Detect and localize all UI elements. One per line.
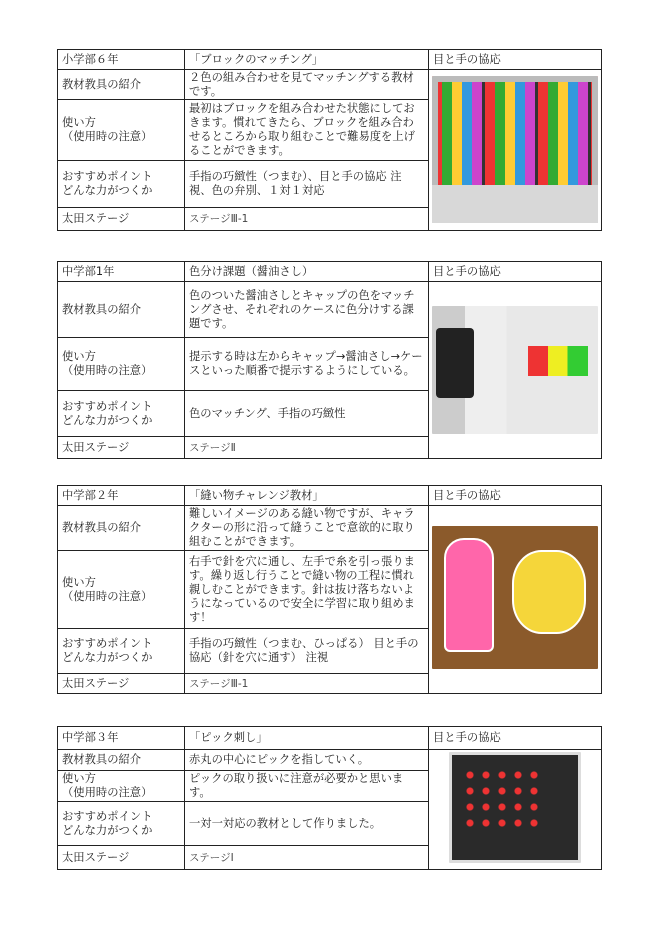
point-text: 手指の巧緻性（つまむ、ひっぱる） 目と手の協応（針を穴に通す） 注視 [185,629,429,674]
pick-stabbing-photo [449,752,581,863]
intro-text: 色のついた醤油さしとキャップの色をマッチングさせ、それぞれのケースに色分けする課題です。 [185,282,429,338]
photo-cell [429,70,602,231]
stage-value: ステージⅢ-1 [185,674,429,694]
intro-label: 教材教具の紹介 [58,750,185,771]
stage-label: 太田ステージ [58,674,185,694]
photo-cell [429,750,602,870]
stage-label: 太田ステージ [58,437,185,459]
stage-label: 太田ステージ [58,846,185,870]
intro-label: 教材教具の紹介 [58,282,185,338]
point-label: おすすめポイント どんな力がつくか [58,161,185,208]
grade: 中学部２年 [58,486,185,506]
title: 「縫い物チャレンジ教材」 [185,486,429,506]
usage-text: 提示する時は左からキャップ→醤油さし→ケースといった順番で提示するようにしている。 [185,338,429,391]
usage-label: 使い方 （使用時の注意） [58,771,185,802]
point-text: 色のマッチング、手指の巧緻性 [185,391,429,437]
grade: 小学部６年 [58,50,185,70]
stage-label: 太田ステージ [58,208,185,231]
point-text: 手指の巧緻性（つまむ）、目と手の協応 注視、色の弁別、１対１対応 [185,161,429,208]
usage-label: 使い方 （使用時の注意） [58,551,185,629]
title: 色分け課題（醤油さし） [185,262,429,282]
intro-label: 教材教具の紹介 [58,506,185,551]
photo-cell [429,506,602,694]
grade: 中学部３年 [58,727,185,750]
stage-value: ステージⅠ [185,846,429,870]
photo-cell [429,282,602,459]
intro-label: 教材教具の紹介 [58,70,185,100]
sewing-photo [432,526,598,669]
intro-text: ２色の組み合わせを見てマッチングする教材です。 [185,70,429,100]
material-card-3 [57,485,602,694]
block-matching-photo [432,76,598,223]
intro-text: 難しいイメージのある縫い物ですが、キャラクターの形に沿って縫うことで意欲的に取り組むことができます。 [185,506,429,551]
material-card-2 [57,261,602,459]
material-card-4 [57,726,602,870]
title: 「ピック刺し」 [185,727,429,750]
intro-text: 赤丸の中心にピックを指していく。 [185,750,429,771]
category: 目と手の協応 [429,727,602,750]
point-label: おすすめポイント どんな力がつくか [58,629,185,674]
grade: 中学部1年 [58,262,185,282]
title: 「ブロックのマッチング」 [185,50,429,70]
point-label: おすすめポイント どんな力がつくか [58,391,185,437]
soy-sauce-sorting-photo [432,306,598,434]
material-card-1 [57,49,602,231]
usage-text: 最初はブロックを組み合わせた状態にしておきます。慣れてきたら、ブロックを組み合わせるところから取り組むことで難易度を上げることができます。 [185,100,429,161]
stage-value: ステージⅢ-1 [185,208,429,231]
category: 目と手の協応 [429,50,602,70]
point-label: おすすめポイント どんな力がつくか [58,802,185,846]
usage-text: 右手で針を穴に通し、左手で糸を引っ張ります。繰り返し行うことで縫い物の工程に慣れ親しむことができます。針は抜け落ちないようになっているので安全に学習に取り組めます！ [185,551,429,629]
usage-text: ピックの取り扱いに注意が必要かと思います。 [185,771,429,802]
usage-label: 使い方 （使用時の注意） [58,338,185,391]
stage-value: ステージⅡ [185,437,429,459]
category: 目と手の協応 [429,262,602,282]
usage-label: 使い方 （使用時の注意） [58,100,185,161]
category: 目と手の協応 [429,486,602,506]
point-text: 一対一対応の教材として作りました。 [185,802,429,846]
